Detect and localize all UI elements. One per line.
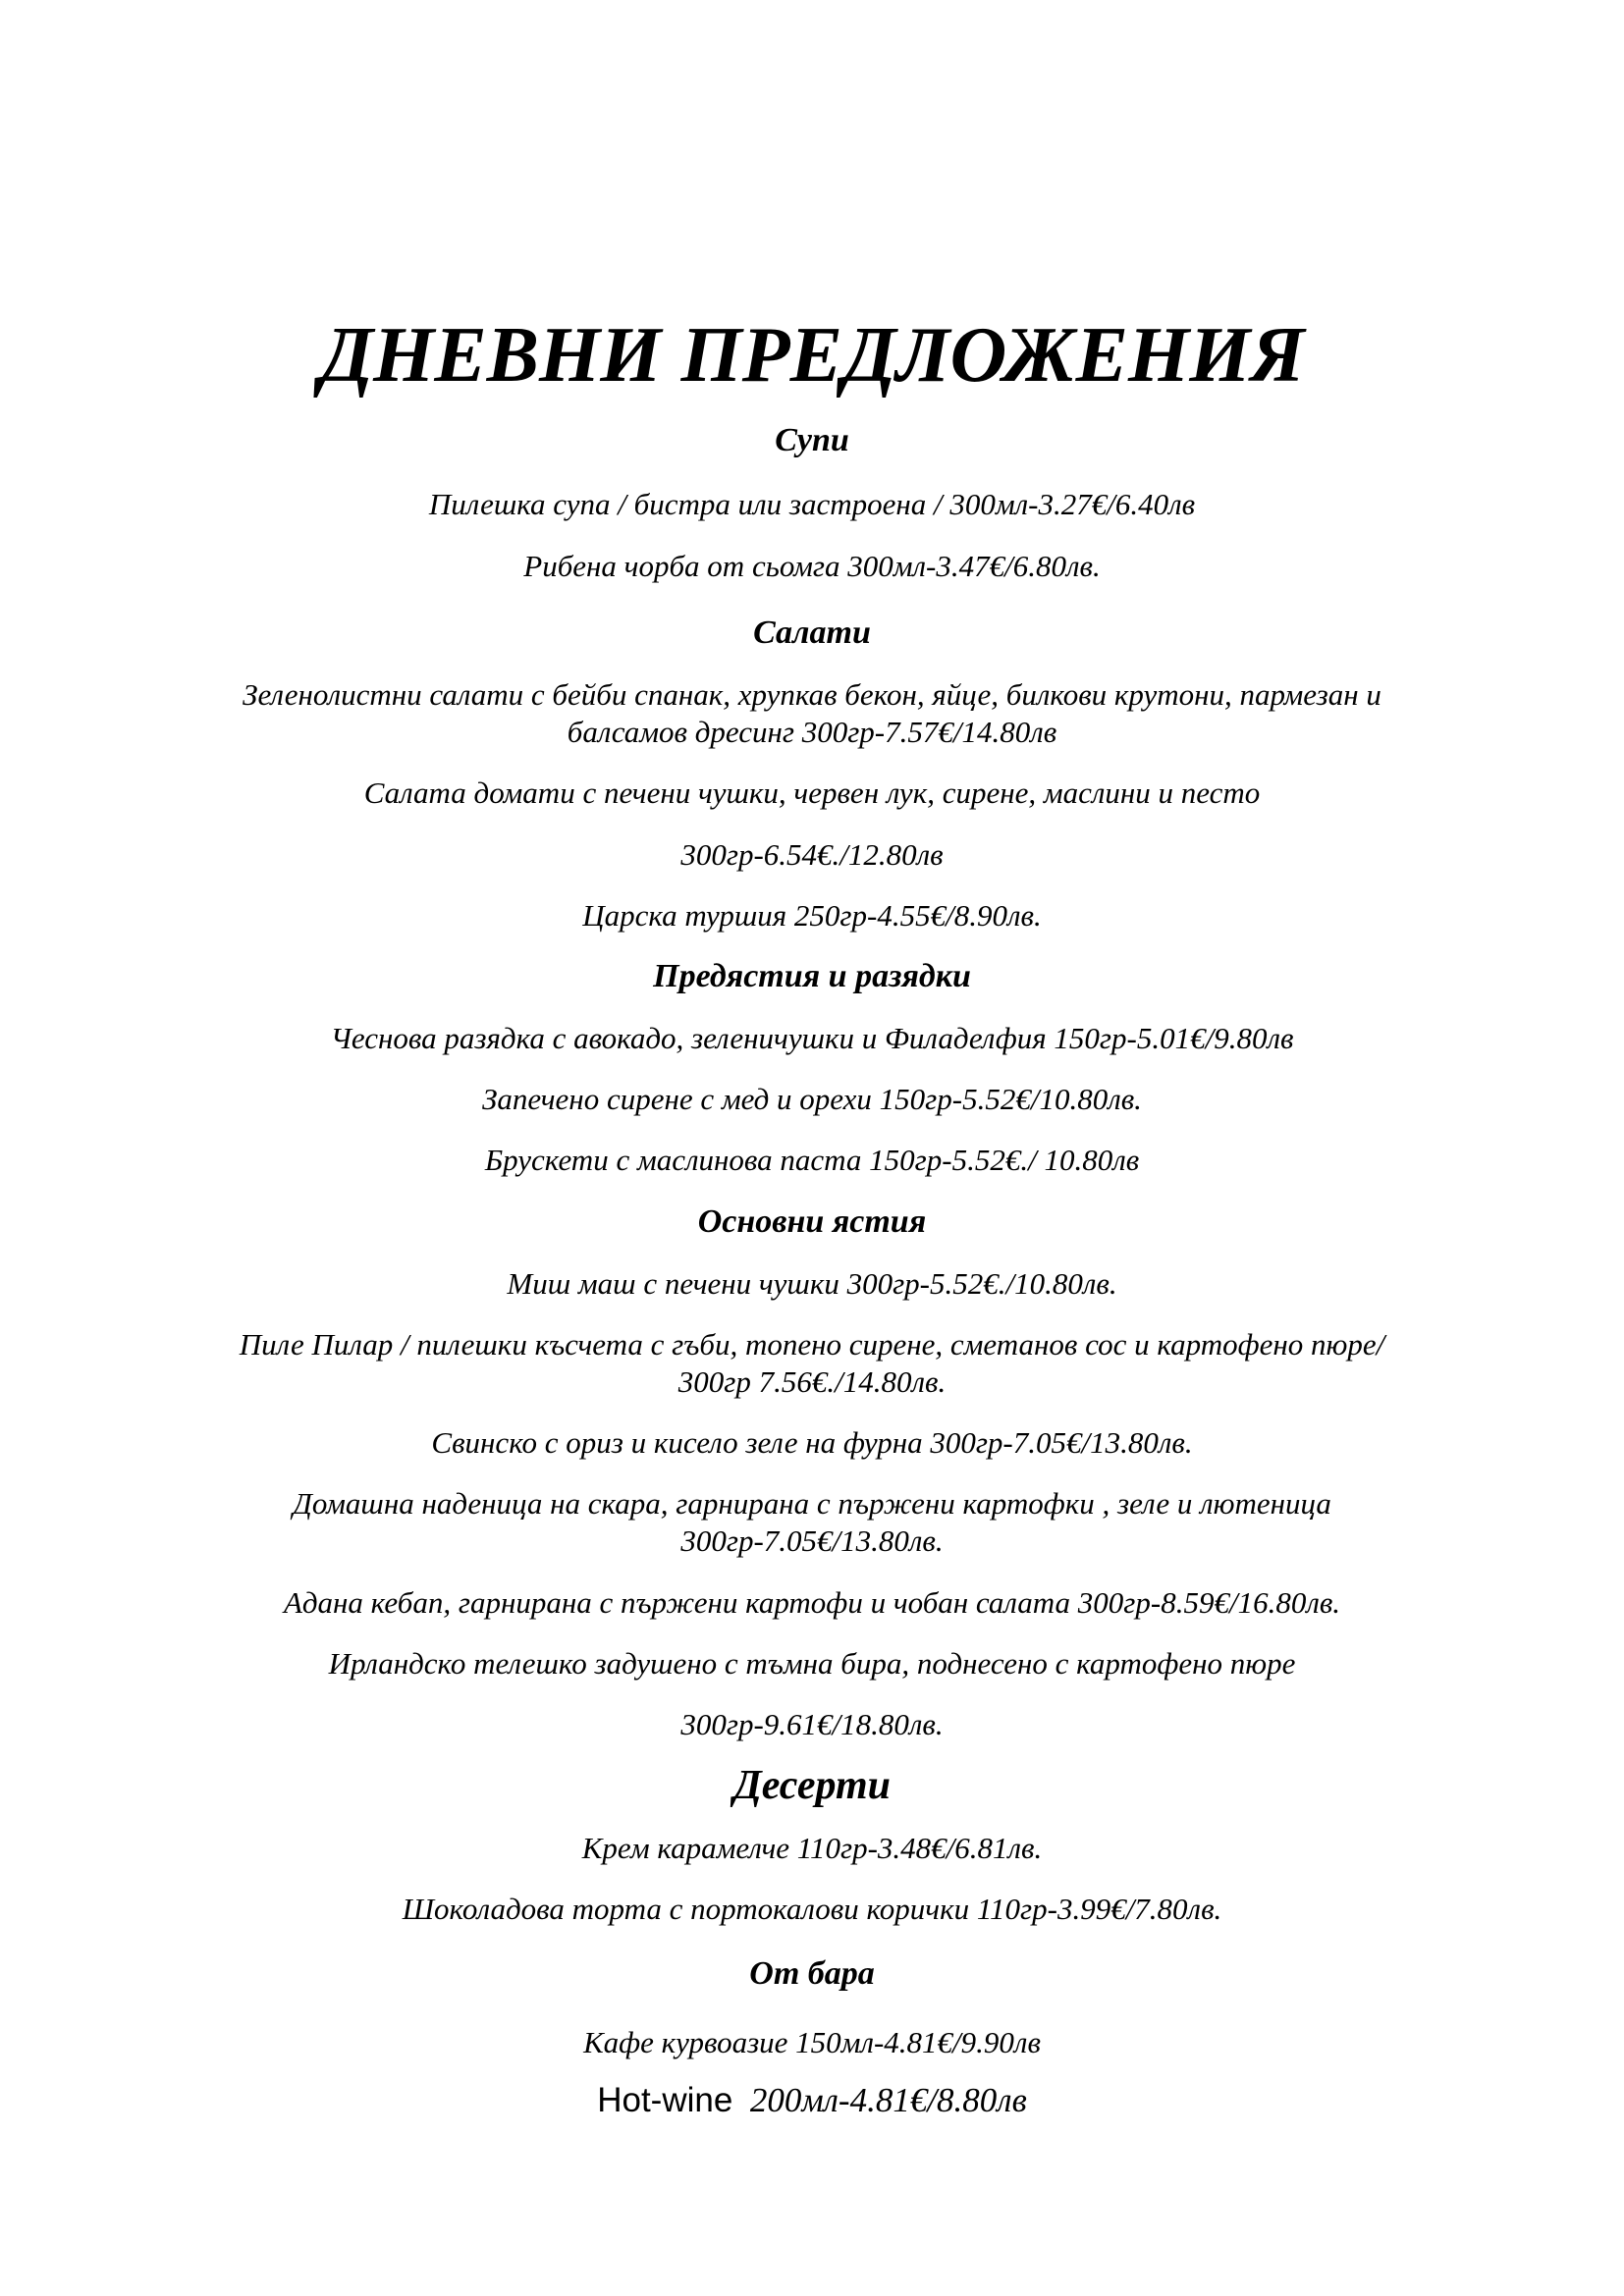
menu-item: Домашна наденица на скара, гарнирана с пържени картофки , зеле и лютеница — [293, 1486, 1331, 1521]
menu-item: Крем карамелче 110гр-3.48€/6.81лв. — [581, 1831, 1043, 1865]
menu-item: Чеснова разядка с авокадо, зеленичушки и Филаделфия 150гр-5.01€/9.80лв — [330, 1021, 1294, 1055]
menu-item: Адана кебап, гарнирана с пържени картофи и чобан салата 300гр-8.59€/16.80лв. — [283, 1585, 1341, 1620]
menu-item: Пилешка супа / бистра или застроена / 300мл-3.27€/6.40лв — [428, 487, 1196, 521]
menu-item: Рибена чорба от сьомга 300мл-3.47€/6.80лв. — [523, 549, 1101, 583]
section-heading-salads: Салати — [753, 614, 871, 651]
section-heading-mains: Основни ястия — [697, 1203, 927, 1240]
menu-item: Шоколадова торта с портокалови корички 110гр-3.99€/7.80лв. — [402, 1892, 1222, 1926]
menu-item: Пиле Пилар / пилешки късчета с гъби, топено сирене, сметанов сос и картофено пюре/ — [239, 1327, 1385, 1362]
menu-item-hot-wine — [0, 2083, 1624, 2117]
menu-item: Ирландско телешко задушено с тъмна бира, поднесено с картофено пюре — [328, 1646, 1296, 1681]
section-heading-desserts: Десерти — [733, 1763, 891, 1808]
section-heading-soups: Супи — [775, 422, 849, 458]
section-heading-starters: Предястия и разядки — [653, 958, 971, 994]
page-title: ДНЕВНИ ПРЕДЛОЖЕНИЯ — [319, 312, 1305, 399]
hot-wine-label: Hot-wine — [597, 2081, 733, 2119]
menu-item: Запечено сирене с мед и орехи 150гр-5.52€/10.80лв. — [482, 1082, 1142, 1116]
menu-item: балсамов дресинг 300гр-7.57€/14.80лв — [567, 715, 1057, 749]
menu-item: Царска туршия 250гр-4.55€/8.90лв. — [582, 898, 1042, 933]
hot-wine-price: 200мл-4.81€/8.80лв — [749, 2081, 1027, 2119]
menu-item: 300гр-9.61€/18.80лв. — [680, 1707, 944, 1741]
spacer — [732, 2081, 750, 2119]
menu-item: 300гр-7.05€/13.80лв. — [680, 1523, 944, 1558]
menu-item: Зеленолистни салати с бейби спанак, хрупкав бекон, яйце, билкови крутони, пармезан и — [243, 677, 1381, 712]
menu-item: Брускети с маслинова паста 150гр-5.52€./ 10.80лв — [484, 1143, 1140, 1177]
menu-item: 300гр 7.56€./14.80лв. — [677, 1364, 947, 1399]
menu-item: Салата домати с печени чушки, червен лук, сирене, маслини и песто — [363, 775, 1261, 810]
menu-item: Свинско с ориз и кисело зеле на фурна 300гр-7.05€/13.80лв. — [431, 1425, 1193, 1460]
menu-item: Миш маш с печени чушки 300гр-5.52€./10.80лв. — [507, 1266, 1117, 1301]
menu-item: 300гр-6.54€./12.80лв — [680, 837, 944, 872]
menu-item: Кафе курвоазие 150мл-4.81€/9.90лв — [583, 2025, 1041, 2059]
section-heading-bar: От бара — [749, 1955, 875, 1992]
